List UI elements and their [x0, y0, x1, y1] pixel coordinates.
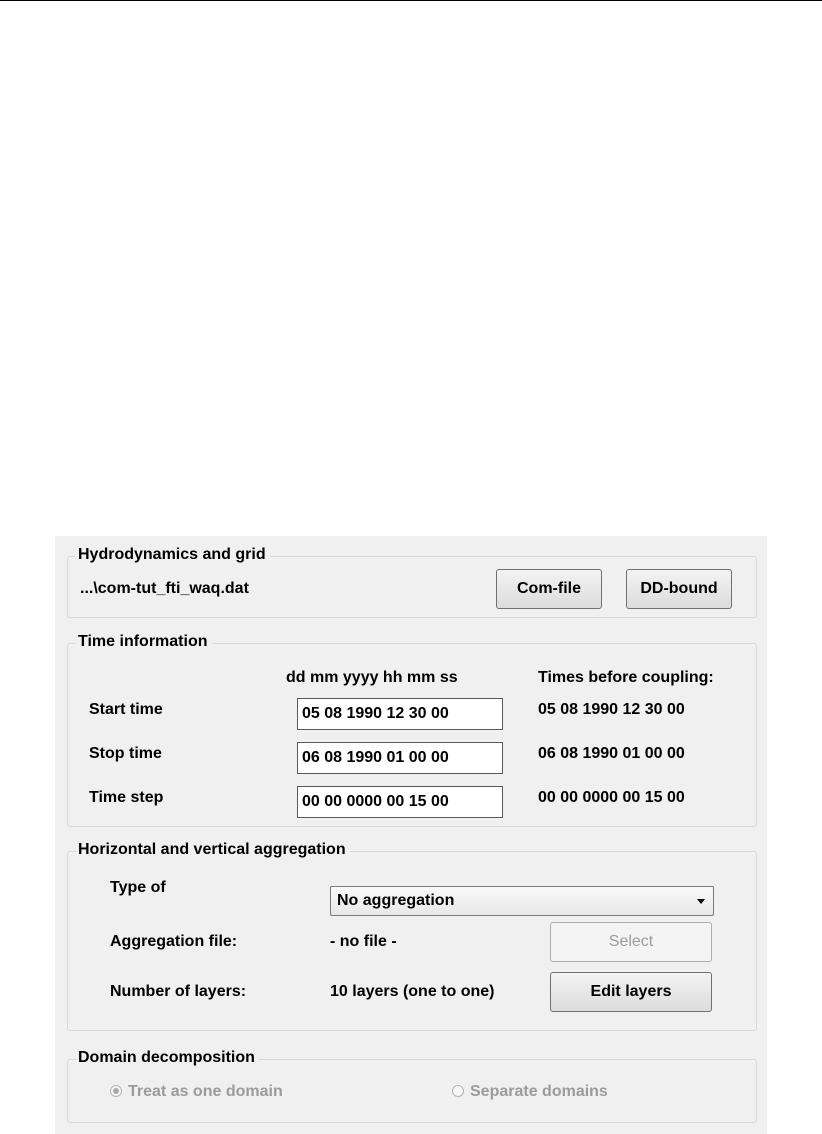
chevron-down-icon: [697, 899, 705, 904]
stop-time-before: 06 08 1990 01 00 00: [538, 745, 685, 762]
hydro-legend: Hydrodynamics and grid: [76, 545, 270, 565]
time-format-header: dd mm yyyy hh mm ss: [286, 669, 458, 686]
start-time-before: 05 08 1990 12 30 00: [538, 701, 685, 718]
dd-bound-button[interactable]: DD-bound: [626, 569, 732, 609]
dialog-panel: [55, 536, 767, 1134]
top-rule: [0, 0, 822, 1]
stop-time-label: Stop time: [89, 745, 162, 762]
aggregation-type-dropdown[interactable]: [330, 886, 714, 916]
radio-unselected-icon: [452, 1085, 464, 1097]
aggregation-type-label: Type of: [110, 879, 166, 896]
edit-layers-button[interactable]: Edit layers: [550, 972, 712, 1012]
time-group: [67, 633, 757, 827]
domain-legend: Domain decomposition: [76, 1048, 259, 1068]
aggregation-legend: Horizontal and vertical aggregation: [76, 840, 350, 860]
time-step-input[interactable]: [297, 786, 503, 818]
aggregation-file-value: - no file -: [330, 933, 397, 950]
time-step-label: Time step: [89, 789, 164, 806]
hydro-group: [67, 546, 757, 618]
com-file-button[interactable]: Com-file: [496, 569, 602, 609]
stop-time-input[interactable]: [297, 742, 503, 774]
start-time-label: Start time: [89, 701, 163, 718]
number-of-layers-label: Number of layers:: [110, 983, 247, 1000]
aggregation-file-label: Aggregation file:: [110, 933, 238, 950]
number-of-layers-value: 10 layers (one to one): [330, 983, 495, 1000]
time-step-before: 00 00 0000 00 15 00: [538, 789, 685, 806]
radio-selected-icon: [110, 1085, 122, 1097]
radio-treat-as-one-domain[interactable]: [110, 1082, 283, 1102]
treat-as-one-domain-label: Treat as one domain: [128, 1083, 283, 1100]
times-before-coupling-header: Times before coupling:: [538, 669, 714, 686]
time-legend: Time information: [76, 632, 212, 652]
domain-group: [67, 1049, 757, 1123]
com-file-path: ...\com-tut_fti_waq.dat: [80, 580, 249, 597]
select-button[interactable]: Select: [550, 922, 712, 962]
aggregation-group: [67, 841, 757, 1031]
separate-domains-label: Separate domains: [470, 1083, 608, 1100]
aggregation-type-value: No aggregation: [337, 892, 455, 909]
radio-separate-domains[interactable]: [452, 1082, 608, 1102]
start-time-input[interactable]: [297, 698, 503, 730]
